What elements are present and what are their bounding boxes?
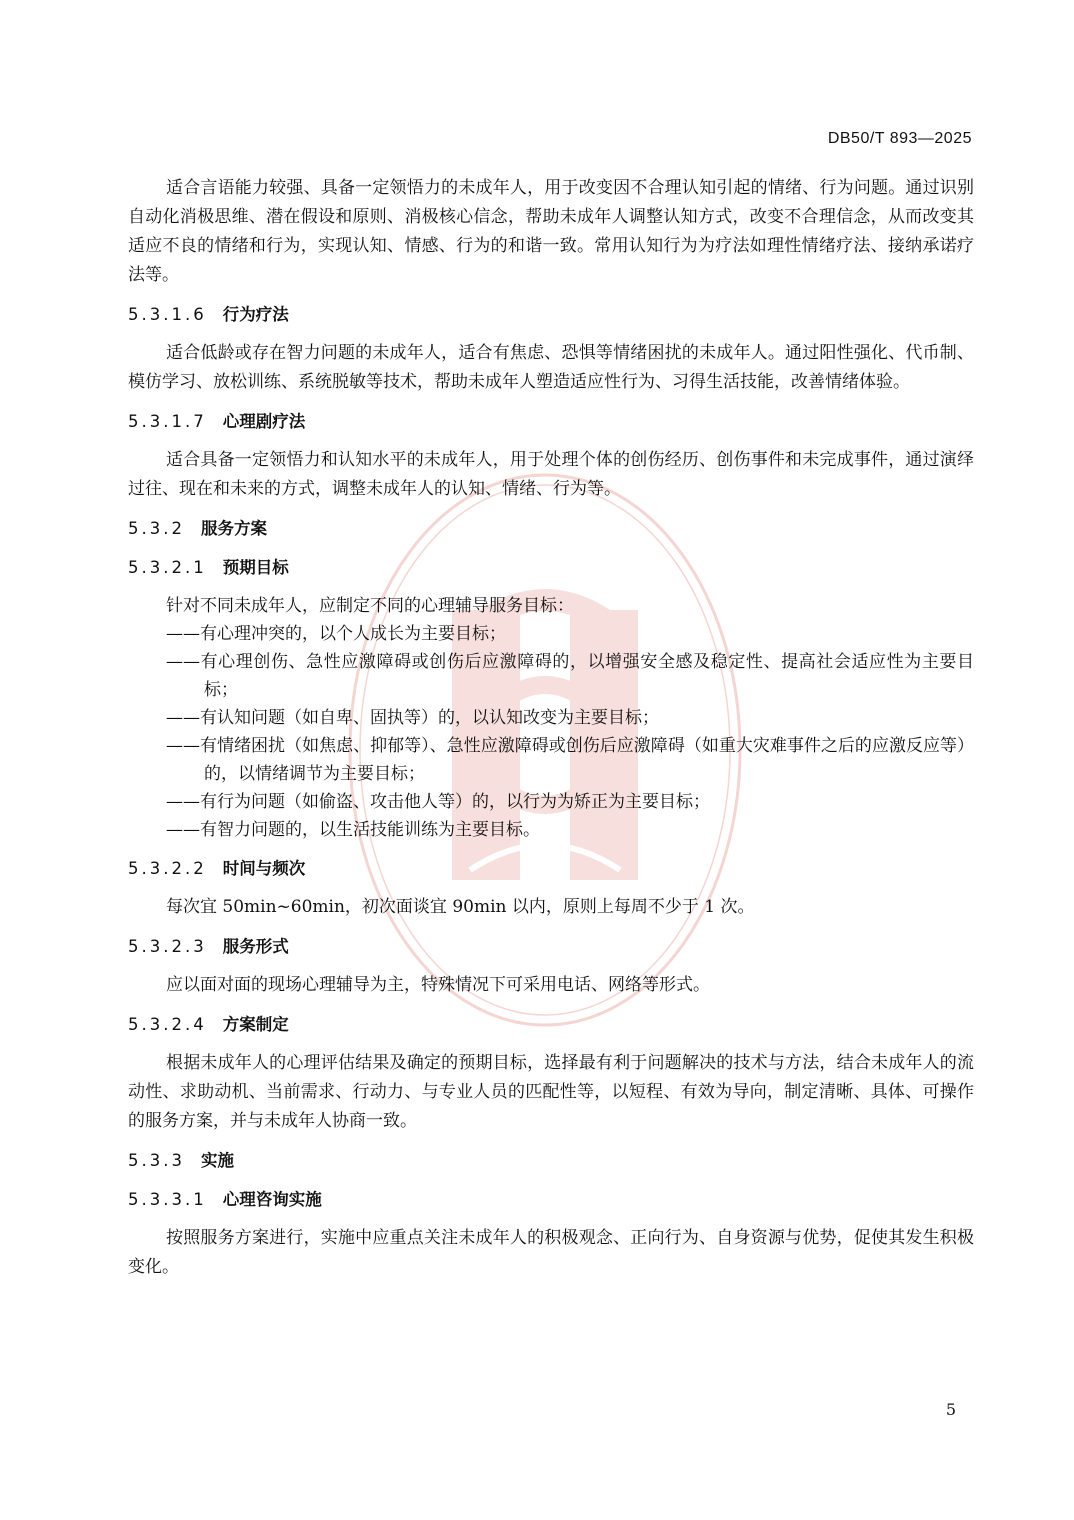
section-heading-533 (128, 1146, 974, 1175)
section-number: 5.3.2.1 (128, 558, 207, 577)
section-title: 实施 (200, 1151, 234, 1170)
section-title: 时间与频次 (222, 859, 306, 878)
section-number: 5.3.2.3 (128, 937, 207, 956)
section-heading-5324 (128, 1010, 974, 1039)
section-number: 5.3.2 (128, 519, 185, 538)
section-heading-5317 (128, 407, 974, 436)
section-title: 方案制定 (222, 1015, 289, 1034)
list-item: ——有行为问题（如偷盗、攻击他人等）的，以行为为矫正为主要目标； (166, 792, 710, 812)
main-content (128, 174, 974, 1282)
list-item: ——有心理创伤、急性应激障碍或创伤后应激障碍的，以增强安全感及稳定性、提高社会适应性为主要目标； (166, 652, 974, 700)
section-paragraph-5316: 适合低龄或存在智力问题的未成年人，适合有焦虑、恐惧等情绪困扰的未成年人。通过阳性强化、代币制、模仿学习、放松训练、系统脱敏等技术，帮助未成年人塑造适应性行为、习得生活技能，改善情绪体验。 (128, 343, 974, 392)
section-number: 5.3.1.7 (128, 412, 207, 431)
list-item: ——有心理冲突的，以个人成长为主要目标； (166, 624, 506, 644)
list-item: ——有情绪困扰（如焦虑、抑郁等）、急性应激障碍或创伤后应激障碍（如重大灾难事件之后的应激反应等）的，以情绪调节为主要目标； (166, 736, 974, 784)
section-paragraph-5317: 适合具备一定领悟力和认知水平的未成年人，用于处理个体的创伤经历、创伤事件和未完成事件，通过演绎过往、现在和未来的方式，调整未成年人的认知、情绪、行为等。 (128, 450, 974, 499)
section-title: 服务方案 (200, 519, 267, 538)
section-paragraph-5324: 根据未成年人的心理评估结果及确定的预期目标，选择最有利于问题解决的技术与方法，结合未成年人的流动性、求助动机、当前需求、行动力、与专业人员的匹配性等，以短程、有效为导向，制定清晰、具体、可操作的服务方案，并与未成年人协商一致。 (128, 1053, 974, 1131)
section-paragraph-5331: 按照服务方案进行，实施中应重点关注未成年人的积极观念、正向行为、自身资源与优势，促使其发生积极变化。 (128, 1228, 974, 1277)
goals-intro: 针对不同未成年人，应制定不同的心理辅导服务目标： (166, 596, 574, 616)
goals-list (128, 620, 974, 844)
section-title: 服务形式 (222, 937, 289, 956)
intro-paragraph: 适合言语能力较强、具备一定领悟力的未成年人，用于改变因不合理认知引起的情绪、行为问题。通过识别自动化消极思维、潜在假设和原则、消极核心信念，帮助未成年人调整认知方式，改变不合理信念，从而改变其适应不良的情绪和行为，实现认知、情感、行为的和谐一致。常用认知行为为疗法如理性情绪疗法、接纳承诺疗法等。 (128, 178, 974, 285)
list-item: ——有智力问题的，以生活技能训练为主要目标。 (166, 820, 540, 840)
list-item: ——有认知问题（如自卑、固执等）的，以认知改变为主要目标； (166, 708, 659, 728)
section-heading-5322 (128, 854, 974, 883)
section-heading-5331 (128, 1185, 974, 1214)
section-number: 5.3.1.6 (128, 305, 207, 324)
section-number: 5.3.3 (128, 1151, 185, 1170)
section-heading-5323 (128, 932, 974, 961)
section-heading-5321 (128, 553, 974, 582)
section-title: 心理剧疗法 (222, 412, 306, 431)
section-number: 5.3.2.2 (128, 859, 207, 878)
section-number: 5.3.3.1 (128, 1190, 207, 1209)
section-title: 行为疗法 (222, 305, 289, 324)
section-heading-5316 (128, 300, 974, 329)
section-title: 心理咨询实施 (222, 1190, 322, 1209)
section-number: 5.3.2.4 (128, 1015, 207, 1034)
document-code: DB50/T 893—2025 (827, 130, 972, 147)
section-paragraph-5322: 每次宜 50min~60min，初次面谈宜 90min 以内，原则上每周不少于 1 次。 (166, 897, 755, 917)
section-paragraph-5323: 应以面对面的现场心理辅导为主，特殊情况下可采用电话、网络等形式。 (166, 975, 710, 995)
section-title: 预期目标 (222, 558, 289, 577)
section-heading-532 (128, 514, 974, 543)
page-number: 5 (945, 1400, 956, 1419)
